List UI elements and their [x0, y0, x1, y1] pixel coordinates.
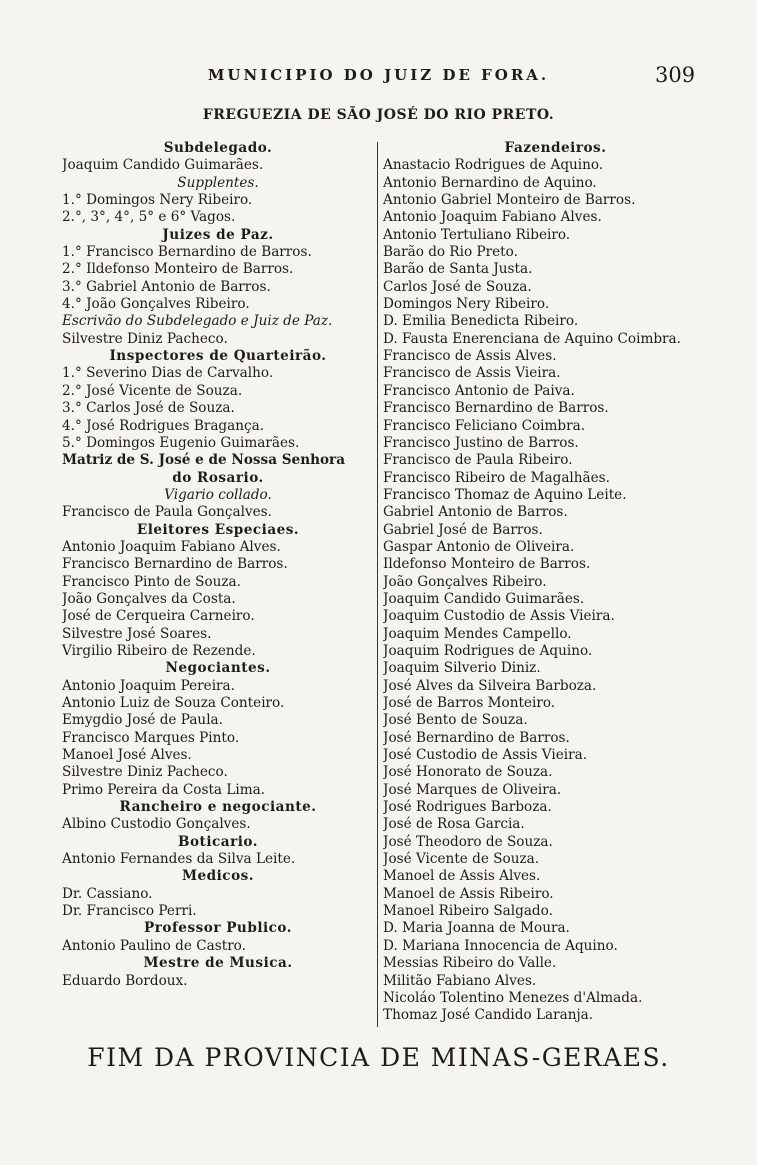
list-item: José Bernardino de Barros.	[383, 729, 570, 746]
list-item: Joaquim Rodrigues de Aquino.	[383, 642, 593, 659]
list-item: Antonio Joaquim Fabiano Alves.	[62, 538, 281, 555]
list-item: José Vicente de Souza.	[383, 851, 540, 868]
list-item: Silvestre José Soares.	[62, 625, 212, 642]
section-title: FREGUEZIA DE SÃO JOSÉ DO RIO PRETO.	[202, 107, 555, 123]
list-item: Francisco Bernardino de Barros.	[383, 400, 609, 417]
list-item: Barão de Santa Justa.	[383, 261, 533, 278]
list-item: Gaspar Antonio de Oliveira.	[383, 538, 575, 555]
list-item: Francisco Antonio de Paiva.	[383, 382, 575, 399]
list-item: Eduardo Bordoux.	[62, 972, 188, 989]
list-item: Joaquim Candido Guimarães.	[62, 157, 264, 174]
list-item: Francisco Feliciano Coimbra.	[383, 417, 586, 434]
section-heading: Juizes de Paz.	[162, 226, 274, 243]
list-item: Antonio Gabriel Monteiro de Barros.	[383, 192, 636, 209]
list-item: Francisco Bernardino de Barros.	[62, 556, 288, 573]
list-item: 2.° José Vicente de Souza.	[62, 382, 243, 399]
list-item: Francisco de Assis Vieira.	[383, 365, 561, 382]
list-item: Dr. Francisco Perri.	[62, 903, 197, 920]
list-item: José Custodio de Assis Vieira.	[383, 747, 588, 764]
list-item: 1.° Domingos Nery Ribeiro.	[62, 192, 253, 209]
section-heading: Subdelegado.	[163, 140, 273, 156]
list-item: 4.° João Gonçalves Ribeiro.	[62, 296, 250, 313]
list-item: Joaquim Custodio de Assis Vieira.	[383, 608, 615, 625]
list-item: João Gonçalves da Costa.	[62, 590, 236, 607]
section-heading: Medicos.	[181, 868, 255, 885]
section-heading: Matriz de S. José e de Nossa Senhora	[62, 452, 346, 469]
list-item: Militão Fabiano Alves.	[383, 972, 537, 989]
list-item: José Rodrigues Barboza.	[383, 799, 552, 816]
list-item: Joaquim Silverio Diniz.	[383, 660, 541, 677]
list-item: Virgilio Ribeiro de Rezende.	[62, 642, 256, 659]
list-item: 1.° Severino Dias de Carvalho.	[62, 365, 274, 382]
list-item: João Gonçalves Ribeiro.	[383, 573, 547, 590]
list-item: Joaquim Mendes Campello.	[383, 625, 572, 642]
list-item: Thomaz José Candido Laranja.	[383, 1007, 594, 1024]
list-item: Francisco de Paula Gonçalves.	[62, 504, 272, 521]
list-item: José de Cerqueira Carneiro.	[62, 608, 255, 625]
closing-line: FIM DA PROVINCIA DE MINAS-GERAES.	[87, 1043, 670, 1072]
list-item: José Marques de Oliveira.	[383, 781, 562, 798]
list-item: 4.° José Rodrigues Bragança.	[62, 417, 265, 434]
sub-heading: Escrivão do Subdelegado e Juiz de Paz.	[62, 313, 333, 330]
list-item: Francisco de Assis Alves.	[383, 348, 557, 365]
list-item: Anastacio Rodrigues de Aquino.	[383, 157, 604, 174]
list-item: D. Fausta Enerenciana de Aquino Coimbra.	[383, 330, 681, 347]
list-item: Emygdio José de Paula.	[62, 712, 223, 729]
list-item: Antonio Bernardino de Aquino.	[383, 174, 597, 191]
list-item: 1.° Francisco Bernardino de Barros.	[62, 244, 312, 261]
section-heading: Professor Publico.	[144, 920, 292, 937]
list-item: Messias Ribeiro do Valle.	[383, 955, 557, 972]
list-item: Barão do Rio Preto.	[383, 244, 518, 261]
list-item: Joaquim Candido Guimarães.	[383, 590, 585, 607]
list-item: Dr. Cassiano.	[62, 885, 153, 902]
section-heading: Fazendeiros.	[504, 140, 607, 156]
list-item: 3.° Gabriel Antonio de Barros.	[62, 278, 271, 295]
sub-heading: Supplentes.	[177, 174, 259, 191]
list-item: Antonio Luiz de Souza Conteiro.	[62, 695, 285, 711]
list-item: José Theodoro de Souza.	[383, 833, 553, 850]
list-item: Albino Custodio Gonçalves.	[62, 816, 251, 833]
section-heading: Rancheiro e negociante.	[119, 799, 317, 816]
section-heading: Negociantes.	[165, 660, 271, 677]
list-item: Manoel de Assis Ribeiro.	[383, 885, 554, 902]
list-item: Francisco Justino de Barros.	[383, 434, 579, 451]
list-item: Silvestre Diniz Pacheco.	[62, 330, 228, 347]
list-item: Antonio Tertuliano Ribeiro.	[383, 226, 571, 243]
list-item: Gabriel José de Barros.	[383, 521, 543, 538]
list-item: Francisco Pinto de Souza.	[62, 573, 241, 590]
list-item: Nicoláo Tolentino Menezes d'Almada.	[383, 989, 643, 1006]
running-head: MUNICIPIO DO JUIZ DE FORA.	[207, 66, 550, 84]
list-item: Antonio Joaquim Fabiano Alves.	[383, 209, 602, 226]
section-heading: do Rosario.	[172, 469, 264, 486]
list-item: 2.° Ildefonso Monteiro de Barros.	[62, 261, 294, 278]
list-item: José Honorato de Souza.	[383, 764, 553, 781]
list-item: D. Maria Joanna de Moura.	[383, 920, 570, 937]
list-item: D. Emilia Benedicta Ribeiro.	[383, 313, 579, 330]
list-item: Manoel José Alves.	[62, 747, 192, 764]
list-item: 2.°, 3°, 4°, 5° e 6° Vagos.	[62, 209, 236, 226]
column-divider	[377, 142, 378, 1027]
list-item: Gabriel Antonio de Barros.	[383, 504, 568, 521]
list-item: José Alves da Silveira Barboza.	[383, 677, 597, 694]
list-item: José Bento de Souza.	[383, 712, 528, 729]
list-item: Francisco Marques Pinto.	[62, 729, 240, 746]
list-item: José de Rosa Garcia.	[383, 816, 525, 833]
right-column	[383, 140, 728, 1025]
list-item: Silvestre Diniz Pacheco.	[62, 764, 228, 781]
list-item: Manoel de Assis Alves.	[383, 868, 541, 885]
list-item: José de Barros Monteiro.	[383, 695, 556, 711]
list-item: 3.° Carlos José de Souza.	[62, 400, 235, 417]
list-item: Antonio Paulino de Castro.	[62, 937, 246, 954]
list-item: Antonio Joaquim Pereira.	[62, 677, 235, 694]
list-item: Domingos Nery Ribeiro.	[383, 296, 550, 313]
section-heading: Boticario.	[178, 833, 258, 850]
section-heading: Eleitores Especiaes.	[136, 521, 300, 538]
section-heading: Inspectores de Quarteirão.	[109, 348, 327, 365]
list-item: Manoel Ribeiro Salgado.	[383, 903, 553, 920]
sub-heading: Vigario collado.	[164, 486, 272, 503]
list-item: Francisco Thomaz de Aquino Leite.	[383, 486, 627, 503]
list-item: Francisco Ribeiro de Magalhães.	[383, 469, 610, 486]
list-item: Carlos José de Souza.	[383, 278, 532, 295]
left-column	[62, 140, 374, 990]
list-item: Francisco de Paula Ribeiro.	[383, 452, 573, 469]
section-heading: Mestre de Musica.	[143, 955, 293, 972]
list-item: 5.° Domingos Eugenio Guimarães.	[62, 434, 300, 451]
list-item: Ildefonso Monteiro de Barros.	[383, 556, 591, 573]
list-item: D. Mariana Innocencia de Aquino.	[383, 937, 618, 954]
list-item: Antonio Fernandes da Silva Leite.	[62, 851, 296, 868]
page-number: 309	[655, 63, 696, 87]
list-item: Primo Pereira da Costa Lima.	[62, 781, 266, 798]
